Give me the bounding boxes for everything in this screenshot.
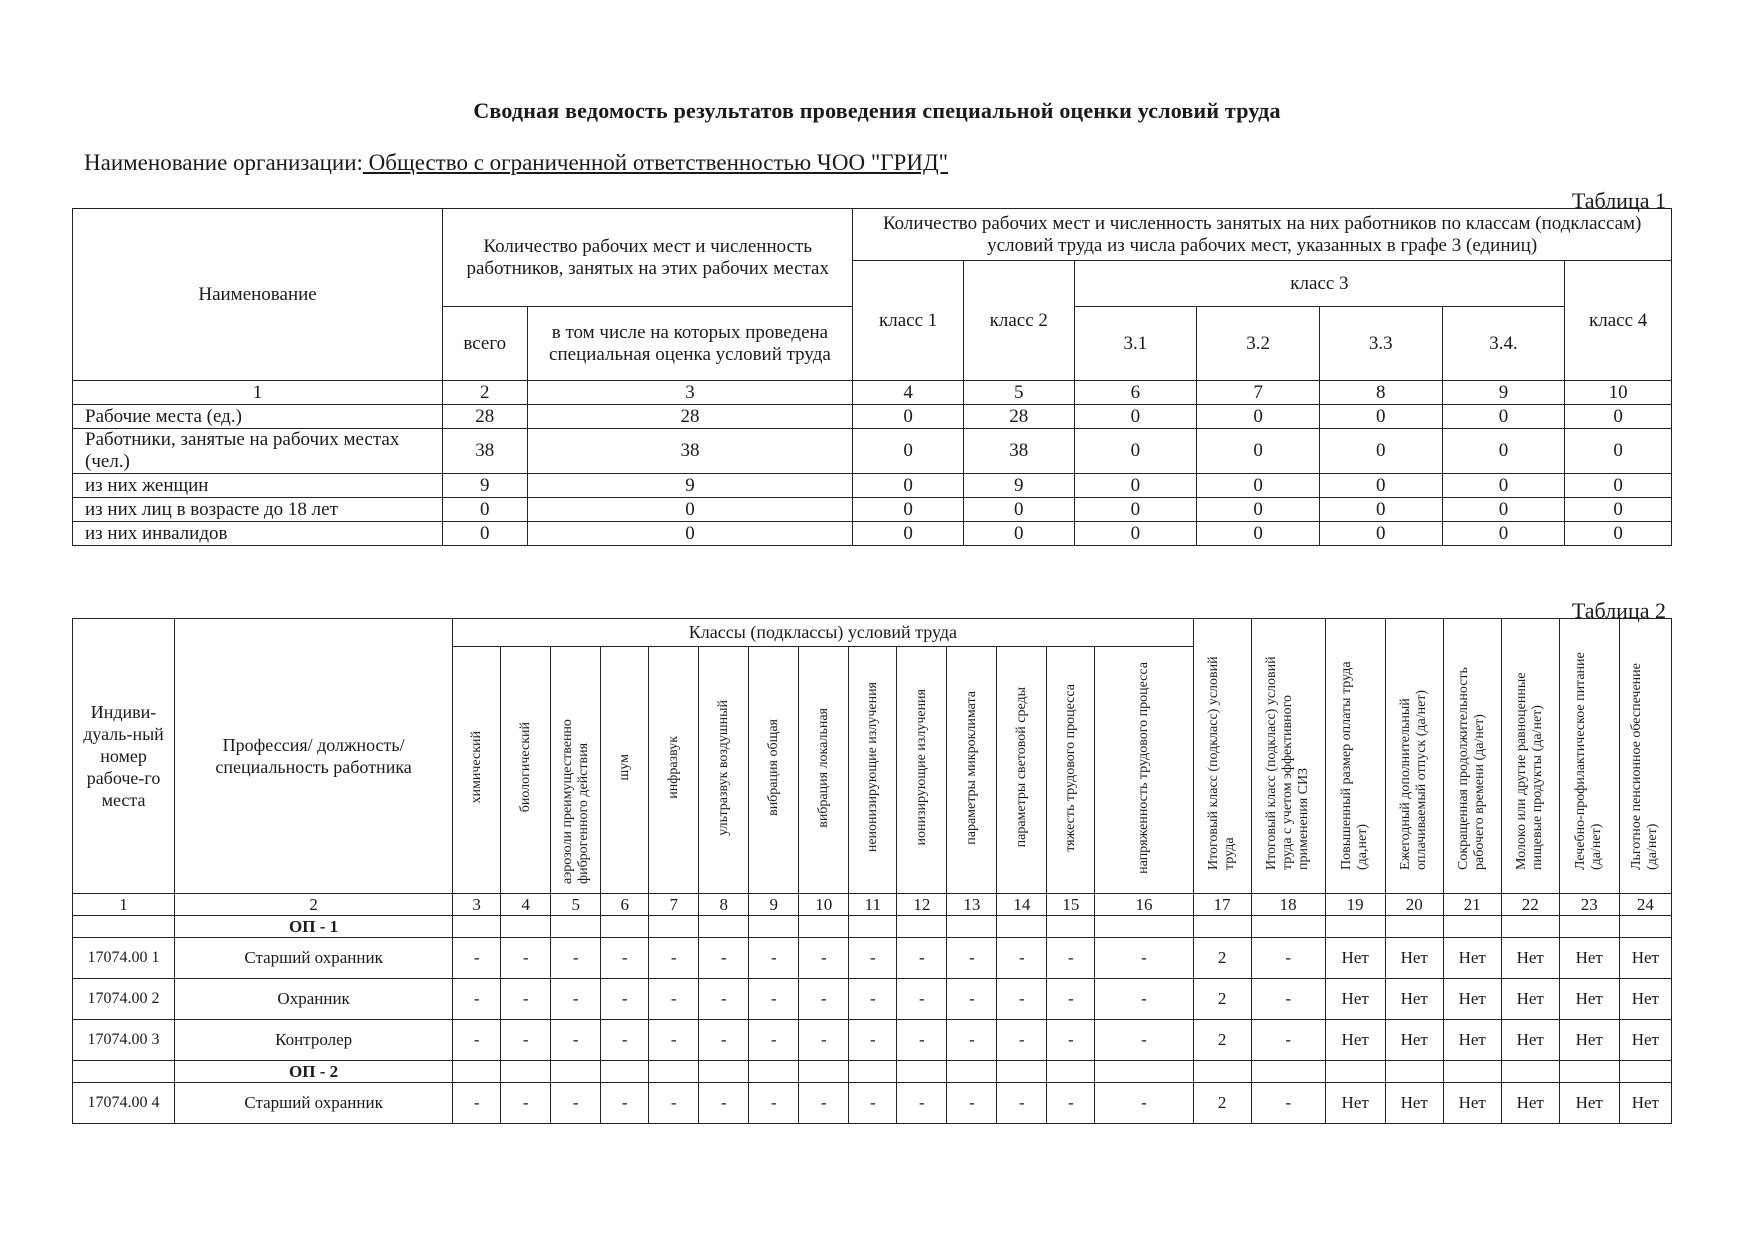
t2-cell: - [1251,938,1325,979]
t2-group-empty [649,916,699,938]
t2-group-empty [1619,1061,1671,1083]
t1-cell: 0 [1197,429,1320,474]
t2-cell: Нет [1325,1020,1385,1061]
t2-cell: - [601,1020,649,1061]
t2-group-empty [849,916,897,938]
t1-cell: 9 [527,474,853,498]
t2-cell: - [997,938,1047,979]
t2-factor-header: вибрация общая [749,647,799,894]
t1-cell: 0 [963,498,1074,522]
t1-cell: 0 [527,498,853,522]
t2-factor-header: биологический [501,647,551,894]
t2-cell: Нет [1385,1020,1443,1061]
t1-colnum: 3 [527,381,853,405]
t1-cell: 28 [963,405,1074,429]
t1-row-label: из них инвалидов [73,522,443,546]
t1-cell: 0 [1442,429,1565,474]
t1-colnum: 6 [1074,381,1197,405]
t1-cell: 0 [1565,429,1672,474]
t2-header-extra-4: Ежегодный дополнительный оплачиваемый отпуск (да/нет) [1385,619,1443,894]
t2-group-empty [749,1061,799,1083]
t2-cell: Нет [1325,1083,1385,1124]
t1-cell: 0 [1319,405,1442,429]
t2-group-empty [1047,1061,1095,1083]
t2-cell: - [1047,1020,1095,1061]
t2-colnum: 9 [749,894,799,916]
t2-factor-header: неионизирующие излучения [849,647,897,894]
t2-group-empty [601,916,649,938]
t2-cell: Нет [1619,938,1671,979]
t2-cell: - [849,979,897,1020]
t2-cell: Нет [1501,1083,1559,1124]
t1-row [73,474,1672,498]
t2-cell: - [1047,938,1095,979]
t2-group-empty [749,916,799,938]
t2-cell: - [601,938,649,979]
t2-cell: Нет [1619,1020,1671,1061]
t2-cell: Нет [1385,1083,1443,1124]
t2-colnum: 13 [947,894,997,916]
t1-cell: 0 [1565,474,1672,498]
t2-profession: Контролер [175,1020,453,1061]
t1-colnum: 5 [963,381,1074,405]
t2-group-empty [1385,916,1443,938]
t2-header-extra-6: Молоко или другие равноценные пищевые продукты (да/нет) [1501,619,1559,894]
t2-cell: - [453,1083,501,1124]
t2-factor-header: ионизирующие излучения [897,647,947,894]
t2-group-empty [1047,916,1095,938]
t2-cell: - [699,1020,749,1061]
t2-cell: - [1095,979,1193,1020]
t2-colnum: 12 [897,894,947,916]
t1-cell: 0 [1074,429,1197,474]
t1-cell: 0 [1442,405,1565,429]
t2-cell: - [749,979,799,1020]
t1-header-sub33: 3.3 [1319,307,1442,381]
t2-cell: - [849,1083,897,1124]
t2-cell: 2 [1193,1020,1251,1061]
t2-group-empty [649,1061,699,1083]
t2-colnum: 1 [73,894,175,916]
t1-header-sub32: 3.2 [1197,307,1320,381]
t2-header-id: Индиви-дуаль-ный номер рабоче-го места [73,619,175,894]
t1-row [73,405,1672,429]
t2-cell: - [897,1083,947,1124]
t2-group-name: ОП - 2 [175,1061,453,1083]
t1-cell: 28 [443,405,527,429]
t1-cell: 0 [527,522,853,546]
workplace-table [72,618,1672,1124]
t2-cell: - [649,1020,699,1061]
t1-cell: 0 [1319,429,1442,474]
t2-colnum: 4 [501,894,551,916]
t2-group-name: ОП - 1 [175,916,453,938]
page-title: Сводная ведомость результатов проведения специальной оценки условий труда [473,98,1281,123]
t2-row [73,1020,1672,1061]
t2-group-empty [501,1061,551,1083]
t1-colnum: 9 [1442,381,1565,405]
t1-cell: 0 [1442,498,1565,522]
t2-group-empty [699,1061,749,1083]
t1-cell: 0 [1565,405,1672,429]
t2-cell: Нет [1619,979,1671,1020]
t2-cell: - [997,1020,1047,1061]
t2-colnum: 22 [1501,894,1559,916]
t1-cell: 0 [1197,474,1320,498]
t2-colnum: 6 [601,894,649,916]
t2-cell: - [1251,979,1325,1020]
t2-cell: - [1095,1020,1193,1061]
t1-colnum: 7 [1197,381,1320,405]
t2-cell: Нет [1385,938,1443,979]
t2-cell: 2 [1193,938,1251,979]
t2-cell: - [501,1083,551,1124]
t2-cell: - [501,938,551,979]
t2-column-numbers [73,894,1672,916]
t1-cell: 0 [443,498,527,522]
t1-cell: 0 [1074,522,1197,546]
t1-colnum: 2 [443,381,527,405]
t2-cell: Нет [1443,979,1501,1020]
t1-row-label: Рабочие места (ед.) [73,405,443,429]
table1-caption: Таблица 1 [1571,188,1666,213]
t2-cell: - [551,1020,601,1061]
t2-factor-header: инфразвук [649,647,699,894]
t2-group-row [73,916,1672,938]
t2-group-empty [1251,916,1325,938]
organization-line [84,150,948,176]
t2-cell: Нет [1385,979,1443,1020]
t2-cell: - [997,979,1047,1020]
t2-cell: Нет [1559,979,1619,1020]
t2-cell: - [551,1083,601,1124]
t2-cell: - [649,938,699,979]
t2-cell: - [1095,1083,1193,1124]
t1-row [73,429,1672,474]
t2-group-empty [1443,916,1501,938]
t2-colnum: 21 [1443,894,1501,916]
t2-cell: Нет [1501,938,1559,979]
t2-factor-header: вибрация локальная [799,647,849,894]
t2-group-empty [799,916,849,938]
t2-cell: - [649,1083,699,1124]
t2-cell: - [897,979,947,1020]
t2-cell: - [749,938,799,979]
t2-colnum: 20 [1385,894,1443,916]
t2-colnum: 7 [649,894,699,916]
t2-group-spacer [73,916,175,938]
t2-workplace-id: 17074.00 3 [73,1020,175,1061]
t2-cell: Нет [1559,938,1619,979]
t1-header-class1: класс 1 [853,261,964,381]
t2-cell: Нет [1443,1020,1501,1061]
t2-cell: - [749,1020,799,1061]
t2-cell: Нет [1443,938,1501,979]
t1-colnum: 4 [853,381,964,405]
t2-cell: 2 [1193,979,1251,1020]
t2-header-classes: Классы (подклассы) условий труда [453,619,1193,647]
t2-colnum: 10 [799,894,849,916]
t2-cell: - [699,1083,749,1124]
t2-colnum: 15 [1047,894,1095,916]
t2-group-empty [897,916,947,938]
t2-cell: Нет [1443,1083,1501,1124]
t2-group-empty [997,1061,1047,1083]
t2-group-empty [601,1061,649,1083]
t1-cell: 0 [853,429,964,474]
t1-cell: 0 [1319,498,1442,522]
t2-colnum: 19 [1325,894,1385,916]
t2-group-row [73,1061,1672,1083]
t2-group-empty [897,1061,947,1083]
t2-factor-header: аэрозоли преимущественно фиброгенного действия [551,647,601,894]
t2-colnum: 5 [551,894,601,916]
t1-cell: 28 [527,405,853,429]
t2-group-empty [849,1061,897,1083]
t2-profession: Старший охранник [175,1083,453,1124]
t2-colnum: 11 [849,894,897,916]
t2-group-empty [1501,1061,1559,1083]
t2-factor-header: ультразвук воздушный [699,647,749,894]
t2-cell: - [1251,1083,1325,1124]
t2-cell: - [947,979,997,1020]
t2-group-empty [453,1061,501,1083]
t2-group-spacer [73,1061,175,1083]
t2-cell: - [799,938,849,979]
t2-group-empty [551,1061,601,1083]
t2-cell: - [1047,1083,1095,1124]
t2-colnum: 8 [699,894,749,916]
t1-cell: 0 [1074,405,1197,429]
t2-row [73,979,1672,1020]
t2-cell: - [551,979,601,1020]
t2-header-extra-3: Повышенный размер оплаты труда (да,нет) [1325,619,1385,894]
t2-cell: - [699,979,749,1020]
t2-group-empty [1325,1061,1385,1083]
t2-group-empty [1193,916,1251,938]
t2-factor-header: параметры микроклимата [947,647,997,894]
t1-cell: 0 [443,522,527,546]
t2-group-empty [997,916,1047,938]
t1-row [73,522,1672,546]
t1-cell: 0 [853,405,964,429]
t2-cell: - [997,1083,1047,1124]
t1-cell: 0 [1319,522,1442,546]
t2-cell: Нет [1501,979,1559,1020]
t1-cell: 0 [1319,474,1442,498]
t2-cell: - [799,979,849,1020]
t1-row-label: из них лиц в возрасте до 18 лет [73,498,443,522]
t2-colnum: 3 [453,894,501,916]
t2-cell: - [1251,1020,1325,1061]
t2-header-extra-8: Льготное пенсионное обеспечение (да/нет) [1619,619,1671,894]
t2-cell: - [453,938,501,979]
t2-colnum: 16 [1095,894,1193,916]
organization-label: Наименование организации: [84,150,363,175]
summary-table [72,208,1672,546]
t1-cell: 0 [853,522,964,546]
t1-cell: 0 [853,474,964,498]
t2-row [73,1083,1672,1124]
t1-cell: 0 [1197,498,1320,522]
t2-cell: - [649,979,699,1020]
t1-colnum: 8 [1319,381,1442,405]
t2-cell: - [849,938,897,979]
t1-cell: 38 [963,429,1074,474]
t2-cell: - [1095,938,1193,979]
t2-colnum: 23 [1559,894,1619,916]
t2-cell: 2 [1193,1083,1251,1124]
t1-cell: 0 [1074,498,1197,522]
t1-row-label: из них женщин [73,474,443,498]
t2-header-extra-2: Итоговый класс (подкласс) условий труда с учетом эффективного применения СИЗ [1251,619,1325,894]
t2-group-empty [453,916,501,938]
t1-cell: 0 [1565,498,1672,522]
t2-cell: - [1047,979,1095,1020]
t2-colnum: 2 [175,894,453,916]
t2-cell: Нет [1559,1020,1619,1061]
t2-group-empty [1443,1061,1501,1083]
t1-row-label: Работники, занятые на рабочих местах (чел.) [73,429,443,474]
t1-header-class3: класс 3 [1074,261,1565,307]
t2-factor-header: химический [453,647,501,894]
t1-cell: 9 [963,474,1074,498]
t2-cell: Нет [1325,979,1385,1020]
t2-factor-header: тяжесть трудового процесса [1047,647,1095,894]
t2-group-empty [947,916,997,938]
t2-cell: Нет [1501,1020,1559,1061]
t2-group-empty [699,916,749,938]
t1-cell: 0 [963,522,1074,546]
t2-cell: - [849,1020,897,1061]
t1-colnum: 1 [73,381,443,405]
t2-group-empty [799,1061,849,1083]
t1-cell: 0 [1197,405,1320,429]
t1-header-class2: класс 2 [963,261,1074,381]
t2-cell: - [501,1020,551,1061]
t2-colnum: 18 [1251,894,1325,916]
t2-header-profession: Профессия/ должность/ специальность работника [175,619,453,894]
t1-header-class4: класс 4 [1565,261,1672,381]
t2-group-empty [1325,916,1385,938]
t2-header-extra-5: Сокращенная продолжительность рабочего времени (да/нет) [1443,619,1501,894]
t1-header-sub34: 3.4. [1442,307,1565,381]
t1-cell: 0 [1442,522,1565,546]
t2-colnum: 14 [997,894,1047,916]
t2-cell: - [453,1020,501,1061]
t1-cell: 38 [443,429,527,474]
t2-workplace-id: 17074.00 2 [73,979,175,1020]
t1-cell: 0 [1442,474,1565,498]
t2-cell: - [799,1083,849,1124]
t2-cell: Нет [1619,1083,1671,1124]
t1-cell: 9 [443,474,527,498]
t2-group-empty [1095,1061,1193,1083]
t2-cell: - [453,979,501,1020]
t2-profession: Охранник [175,979,453,1020]
table2-caption: Таблица 2 [1571,598,1666,623]
t2-cell: - [947,1020,997,1061]
t2-group-empty [1619,916,1671,938]
t2-cell: - [799,1020,849,1061]
t2-cell: - [947,1083,997,1124]
t2-group-empty [551,916,601,938]
t2-cell: Нет [1325,938,1385,979]
t1-cell: 0 [1074,474,1197,498]
t2-group-empty [501,916,551,938]
t2-header-extra-1: Итоговый класс (подкласс) условий труда [1193,619,1251,894]
t1-header-count: Количество рабочих мест и численность работников, занятых на этих рабочих местах [443,209,853,307]
t1-cell: 0 [1197,522,1320,546]
t2-group-empty [1193,1061,1251,1083]
t1-cell: 38 [527,429,853,474]
t2-group-empty [1251,1061,1325,1083]
t2-cell: - [947,938,997,979]
t2-cell: - [551,938,601,979]
t2-workplace-id: 17074.00 4 [73,1083,175,1124]
t2-group-empty [1559,1061,1619,1083]
t2-header-extra-7: Лечебно-профилактическое питание (да/нет) [1559,619,1619,894]
t2-factor-header: параметры световой среды [997,647,1047,894]
t1-header-sub31: 3.1 [1074,307,1197,381]
t2-factor-header: шум [601,647,649,894]
organization-name: Общество с ограниченной ответственностью ЧОО "ГРИД" [362,150,949,175]
t1-column-numbers [73,381,1672,405]
t2-colnum: 24 [1619,894,1671,916]
t1-header-classes: Количество рабочих мест и численность занятых на них работников по классам (подклассам) условий труда из числа рабочих мест, указанных в графе 3 (единиц) [853,209,1672,261]
t2-group-empty [1095,916,1193,938]
t2-cell: - [601,1083,649,1124]
t1-header-assessed: в том числе на которых проведена специальная оценка условий труда [527,307,853,381]
t1-cell: 0 [1565,522,1672,546]
t2-cell: - [501,979,551,1020]
t1-colnum: 10 [1565,381,1672,405]
t1-row [73,498,1672,522]
t2-group-empty [1385,1061,1443,1083]
t1-header-name: Наименование [73,209,443,381]
t1-header-total: всего [443,307,527,381]
t2-colnum: 17 [1193,894,1251,916]
t2-cell: - [699,938,749,979]
t2-cell: - [749,1083,799,1124]
t2-cell: - [897,1020,947,1061]
t2-row [73,938,1672,979]
t2-cell: - [601,979,649,1020]
t2-factor-header: напряженность трудового процесса [1095,647,1193,894]
t2-group-empty [1501,916,1559,938]
t2-cell: - [897,938,947,979]
t2-group-empty [1559,916,1619,938]
t2-profession: Старший охранник [175,938,453,979]
t2-workplace-id: 17074.00 1 [73,938,175,979]
t2-cell: Нет [1559,1083,1619,1124]
t1-cell: 0 [853,498,964,522]
t2-group-empty [947,1061,997,1083]
